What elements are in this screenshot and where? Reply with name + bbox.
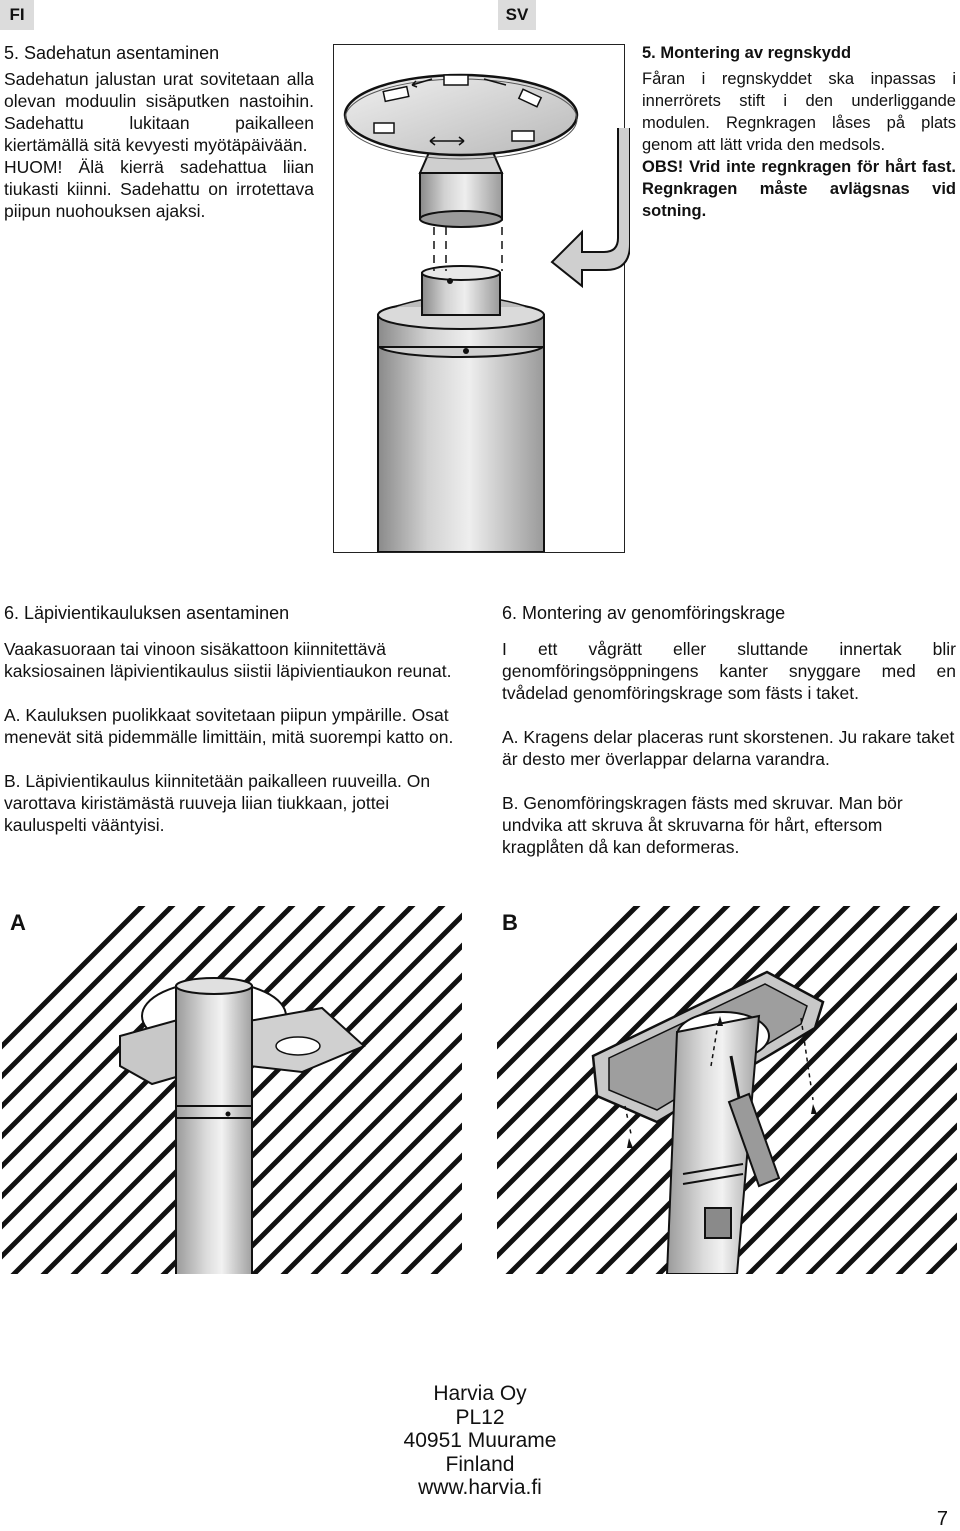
sv-section-5-paragraph-1: Fåran i regnskyddet ska inpassas i innerrörets stift i den underliggande modulen. Regnkragen låses på plats genom att lätt vrida den medsols.: [642, 70, 956, 154]
website-link[interactable]: www.harvia.fi: [418, 1476, 542, 1499]
company-name: Harvia Oy: [433, 1382, 527, 1405]
ceiling-collar-illustration-a: [2, 906, 462, 1274]
sv-section-5-paragraph-2: OBS! Vrid inte regnkragen för hårt fast. Regnkragen måste avlägsnas vid sotning.: [642, 158, 956, 220]
figure-label-a: A: [6, 908, 32, 938]
figure-label-b: B: [498, 908, 524, 938]
fi-section-5-paragraph-1: Sadehatun jalustan urat sovitetaan alla olevan moduulin sisäputken nastoihin. Sadehattu lukitaan paikalleen kiertämällä sitä kevyesti myötäpäivään.: [4, 69, 314, 155]
ceiling-collar-drawing-a: [2, 906, 462, 1274]
po-box: PL12: [455, 1405, 505, 1429]
fi-section-5-paragraph-2: HUOM! Älä kierrä sadehattua liian tiukasti kiinni. Sadehattu on irrotettava piipun nuohouksen ajaksi.: [4, 157, 314, 221]
sv-section-6-paragraph-3: B. Genomföringskragen fästs med skruvar. Man bör undvika att skruva åt skruvarna för hårt, eftersom kragplåten då kan deformeras.: [502, 793, 903, 857]
fi-section-6-paragraph-1: Vaakasuoraan tai vinoon sisäkattoon kiinnitettävä kaksiosainen läpivientikaulus siistii läpivientiaukon reunat.: [4, 639, 452, 681]
company-address: [330, 1382, 630, 1500]
sv-section-6: [502, 602, 956, 858]
country: Finland: [445, 1452, 515, 1476]
sv-section-6-paragraph-2: A. Kragens delar placeras runt skorstenen. Ju rakare taket är desto mer överlappar delarna varandra.: [502, 727, 955, 769]
page-number: 7: [936, 1508, 948, 1530]
sv-section-5-title: 5. Montering av regnskydd: [642, 44, 852, 62]
sv-section-5: [642, 42, 956, 222]
fi-section-6: [4, 602, 462, 836]
ceiling-collar-drawing-b: [497, 906, 957, 1274]
sv-section-6-title: 6. Montering av genomföringskrage: [502, 603, 786, 623]
fi-section-6-paragraph-2: A. Kauluksen puolikkaat sovitetaan piipun ympärille. Osat menevät sitä pidemmälle limittäin, mitä suorempi katto on.: [4, 705, 454, 747]
fi-section-6-title: 6. Läpivientikauluksen asentaminen: [4, 603, 290, 623]
fi-section-5: [4, 42, 314, 222]
sv-section-6-paragraph-1: I ett vågrätt eller sluttande innertak blir genomföringsöppningens kanter snyggare med en tvådelad genomföringskrage som fästs i taket.: [502, 639, 956, 703]
ceiling-collar-illustration-b: [497, 906, 957, 1274]
lang-tag-sv: SV: [498, 0, 536, 30]
lang-tag-fi: FI: [0, 0, 34, 30]
fi-section-6-paragraph-3: B. Läpivientikaulus kiinnitetään paikalleen ruuveilla. On varottava kiristämästä ruuveja liian tiukkaan, jottei kauluspelti vääntyisi.: [4, 771, 431, 835]
fi-section-5-title: 5. Sadehatun asentaminen: [4, 43, 220, 63]
rotation-arrow-icon: [548, 120, 630, 290]
postal-city: 40951 Muurame: [403, 1429, 557, 1452]
